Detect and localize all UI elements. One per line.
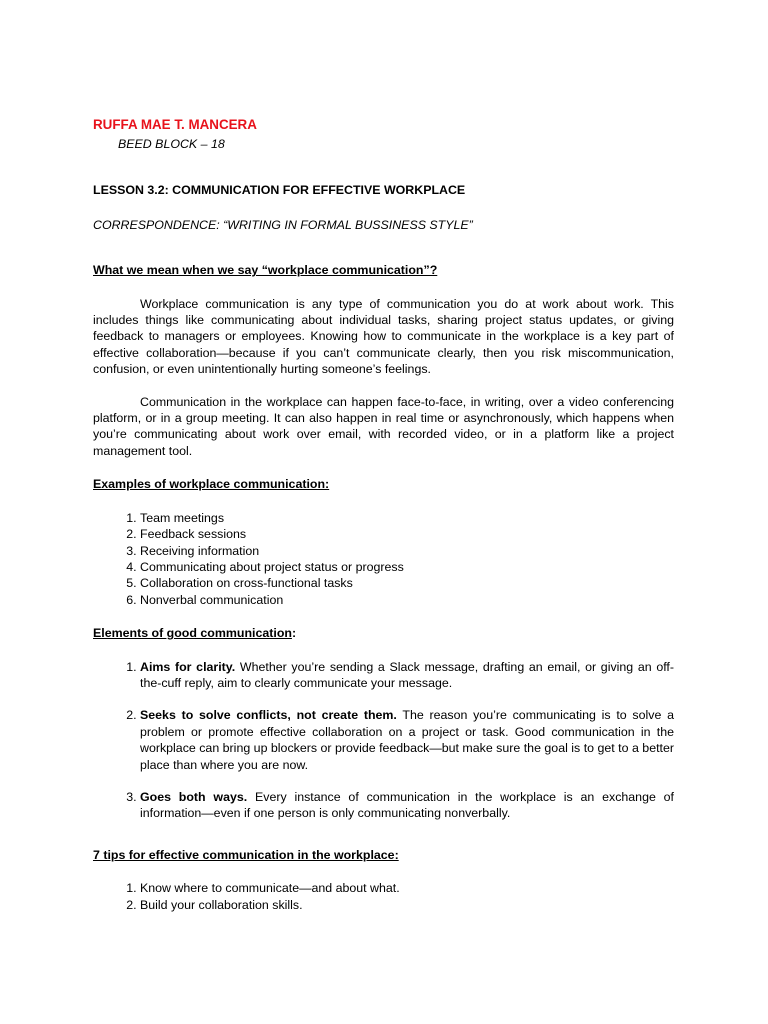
list-item: 4. Communicating about project status or progress [140, 559, 674, 575]
list-item [140, 789, 674, 822]
list-item: 6. Nonverbal communication [140, 592, 674, 608]
item-text: Whether you’re sending a Slack message, drafting an email, or giving an off-the-cuff reply, aim to clearly communicate your message. [140, 659, 675, 690]
item-lead: Goes both ways. [140, 789, 248, 804]
item-text: The reason you’re communicating is to solve a problem or promote effective collaboration on a project or task. Good communication in the workplace can bring up blockers or provide feedback—but make sure the goal is to get to a better place than where you are now. [140, 708, 674, 772]
document-body [93, 116, 674, 913]
item-text: Every instance of communication in the workplace is an exchange of information—even if one person is only communicating nonverbally. [140, 789, 674, 821]
list-item [140, 707, 674, 773]
heading-elements [93, 625, 674, 641]
elements-list [93, 659, 674, 822]
heading-elements-colon: : [291, 626, 297, 641]
item-lead: Aims for clarity. [140, 659, 236, 674]
list-item: 2. Build your collaboration skills. [140, 897, 674, 913]
item-lead: Seeks to solve conflicts, not create them. [140, 708, 397, 723]
heading-examples: Examples of workplace communication: [93, 477, 330, 492]
heading-elements-text: Elements of good communication [93, 626, 292, 641]
list-item: 1. Know where to communicate—and about what. [140, 880, 674, 896]
heading-tips: 7 tips for effective communication in the workplace: [93, 847, 399, 862]
tips-list [93, 880, 674, 913]
correspondence-subtitle: CORRESPONDENCE: “WRITING IN FORMAL BUSSINESS STYLE” [93, 217, 473, 232]
list-item: 2. Feedback sessions [140, 526, 674, 542]
examples-list [93, 510, 674, 608]
heading-workplace-communication: What we mean when we say “workplace communication”? [93, 263, 438, 278]
author-name: RUFFA MAE T. MANCERA [93, 117, 257, 132]
list-item: 5. Collaboration on cross-functional tasks [140, 575, 674, 591]
lesson-title: LESSON 3.2: COMMUNICATION FOR EFFECTIVE WORKPLACE [93, 183, 466, 198]
class-block: BEED BLOCK – 18 [118, 137, 225, 151]
paragraph-definition: Workplace communication is any type of communication you do at work about work. This includes things like communicating about individual tasks, sharing project status updates, or giving feedback to managers or employees. Knowing how to communicate in the workplace is a key part of effective collaboration—because if you can’t communicate clearly, then you risk miscommunication, confusion, or even unintentionally hurting someone’s feelings. [93, 296, 674, 377]
list-item: 1. Team meetings [140, 510, 674, 526]
list-item: 3. Receiving information [140, 543, 674, 559]
paragraph-channels: Communication in the workplace can happen face-to-face, in writing, over a video conferencing platform, or in a group meeting. It can also happen in real time or asynchronously, which happens when you’re communicating about work over email, with recorded video, or in a platform like a project management tool. [93, 394, 674, 458]
list-item [140, 659, 674, 692]
